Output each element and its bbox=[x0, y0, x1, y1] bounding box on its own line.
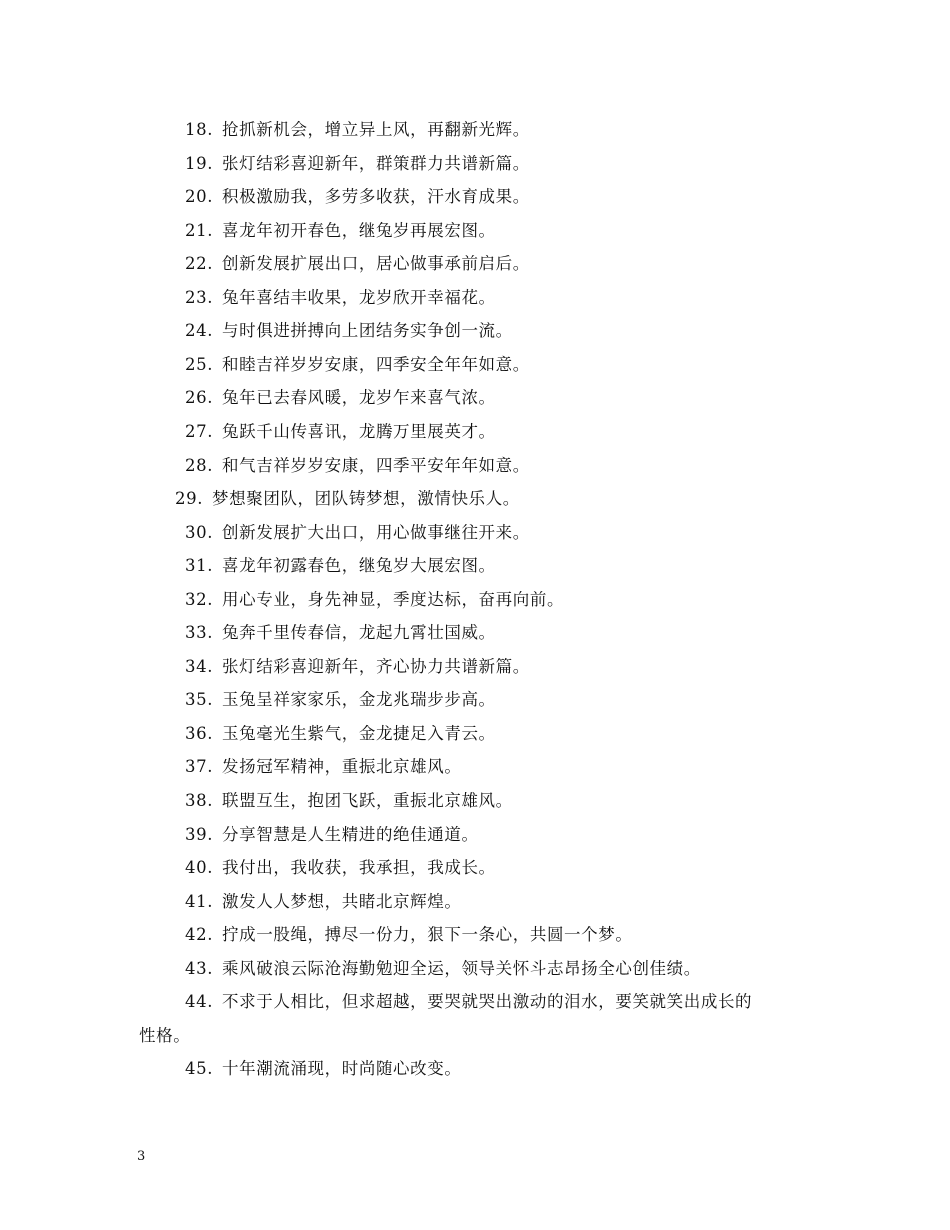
item-number: 28. bbox=[185, 455, 214, 475]
list-item bbox=[185, 1058, 461, 1080]
item-text: 发扬冠军精神，重振北京雄风。 bbox=[222, 757, 462, 777]
item-number: 24. bbox=[185, 321, 214, 341]
list-item bbox=[185, 387, 496, 409]
item-text: 激发人人梦想，共睹北京辉煌。 bbox=[222, 891, 462, 911]
item-text: 抢抓新机会，增立异上风，再翻新光辉。 bbox=[222, 120, 530, 139]
list-item bbox=[185, 991, 752, 1013]
list-item bbox=[185, 589, 564, 611]
list-item bbox=[185, 723, 496, 745]
item-number: 27. bbox=[185, 421, 214, 441]
item-text: 兔跃千山传喜讯，龙腾万里展英才。 bbox=[222, 421, 496, 441]
item-number: 42. bbox=[185, 925, 214, 945]
item-text: 联盟互生，抱团飞跃，重振北京雄风。 bbox=[222, 791, 513, 810]
list-item bbox=[185, 287, 496, 309]
item-text: 喜龙年初开春色，继兔岁再展宏图。 bbox=[222, 220, 496, 240]
page-number: 3 bbox=[137, 1149, 146, 1164]
item-number: 25. bbox=[185, 354, 214, 374]
item-text: 张灯结彩喜迎新年，齐心协力共谱新篇。 bbox=[222, 656, 530, 676]
item-number: 34. bbox=[185, 656, 214, 676]
item-number: 18. bbox=[185, 120, 214, 139]
item-number: 45. bbox=[185, 1059, 214, 1079]
item-text: 梦想聚团队，团队铸梦想，激情快乐人。 bbox=[212, 489, 520, 509]
list-item bbox=[185, 958, 701, 980]
item-text: 兔年已去春风暖，龙岁乍来喜气浓。 bbox=[222, 388, 496, 408]
list-item bbox=[185, 320, 513, 342]
item-text: 兔年喜结丰收果，龙岁欣开幸福花。 bbox=[222, 287, 496, 307]
list-item bbox=[185, 253, 530, 275]
list-item bbox=[185, 857, 496, 879]
item-number: 29. bbox=[175, 489, 204, 509]
item-number: 32. bbox=[185, 589, 214, 609]
item-text: 不求于人相比，但求超越，要哭就哭出激动的泪水，要笑就笑出成长的 bbox=[222, 992, 753, 1012]
item-text: 十年潮流涌现，时尚随心改变。 bbox=[222, 1059, 462, 1079]
item-text: 创新发展扩展出口，居心做事承前启后。 bbox=[222, 254, 530, 274]
item-number: 43. bbox=[185, 958, 214, 978]
list-item bbox=[185, 455, 530, 477]
list-item bbox=[185, 186, 530, 208]
item-number: 23. bbox=[185, 287, 214, 307]
item-text: 玉兔毫光生紫气，金龙捷足入青云。 bbox=[222, 723, 496, 743]
item-number: 41. bbox=[185, 891, 214, 911]
item-text: 我付出，我收获，我承担，我成长。 bbox=[222, 858, 496, 878]
list-item bbox=[185, 522, 530, 544]
item-text: 创新发展扩大出口，用心做事继往开来。 bbox=[222, 522, 530, 542]
item-number: 19. bbox=[185, 153, 214, 173]
item-number: 36. bbox=[185, 723, 214, 743]
list-item bbox=[185, 790, 513, 812]
item-number: 38. bbox=[185, 791, 214, 810]
list-item bbox=[185, 924, 632, 946]
item-number: 21. bbox=[185, 220, 214, 240]
list-item-continuation: 性格。 bbox=[139, 1025, 191, 1045]
list-item bbox=[185, 153, 530, 175]
list-item bbox=[185, 119, 530, 141]
item-text: 和气吉祥岁岁安康，四季平安年年如意。 bbox=[222, 455, 530, 475]
list-item bbox=[185, 891, 461, 913]
list-item bbox=[185, 421, 496, 443]
item-number: 22. bbox=[185, 254, 214, 274]
item-number: 26. bbox=[185, 388, 214, 408]
list-item bbox=[185, 824, 479, 846]
list-item bbox=[185, 622, 496, 644]
item-text: 张灯结彩喜迎新年，群策群力共谱新篇。 bbox=[222, 153, 530, 173]
item-text: 用心专业，身先神显，季度达标，奋再向前。 bbox=[222, 589, 565, 609]
list-item bbox=[185, 354, 530, 376]
item-number: 40. bbox=[185, 858, 214, 878]
list-item bbox=[185, 689, 496, 711]
item-text: 与时俱进拼搏向上团结务实争创一流。 bbox=[222, 321, 513, 341]
item-text: 积极激励我，多劳多收获，汗水育成果。 bbox=[222, 187, 530, 207]
item-number: 37. bbox=[185, 757, 214, 777]
item-text: 喜龙年初露春色，继兔岁大展宏图。 bbox=[222, 556, 496, 576]
list-item bbox=[185, 756, 461, 778]
list-item bbox=[185, 220, 496, 242]
item-text: 兔奔千里传春信，龙起九霄壮国威。 bbox=[222, 623, 496, 643]
item-number: 33. bbox=[185, 623, 214, 643]
item-number: 20. bbox=[185, 187, 214, 207]
item-text: 和睦吉祥岁岁安康，四季安全年年如意。 bbox=[222, 354, 530, 374]
item-number: 39. bbox=[185, 824, 214, 844]
item-text: 玉兔呈祥家家乐，金龙兆瑞步步高。 bbox=[222, 690, 496, 710]
item-number: 35. bbox=[185, 690, 214, 710]
item-number: 44. bbox=[185, 992, 214, 1012]
item-text: 分享智慧是人生精进的绝佳通道。 bbox=[222, 824, 479, 844]
list-item bbox=[185, 555, 496, 577]
list-item bbox=[175, 488, 520, 510]
item-text: 拧成一股绳，搏尽一份力，狠下一条心，共圆一个梦。 bbox=[222, 925, 633, 945]
list-item bbox=[185, 656, 530, 678]
item-number: 31. bbox=[185, 556, 214, 576]
item-text: 乘风破浪云际沧海勤勉迎全运，领导关怀斗志昂扬全心创佳绩。 bbox=[222, 958, 701, 978]
item-number: 30. bbox=[185, 522, 214, 542]
